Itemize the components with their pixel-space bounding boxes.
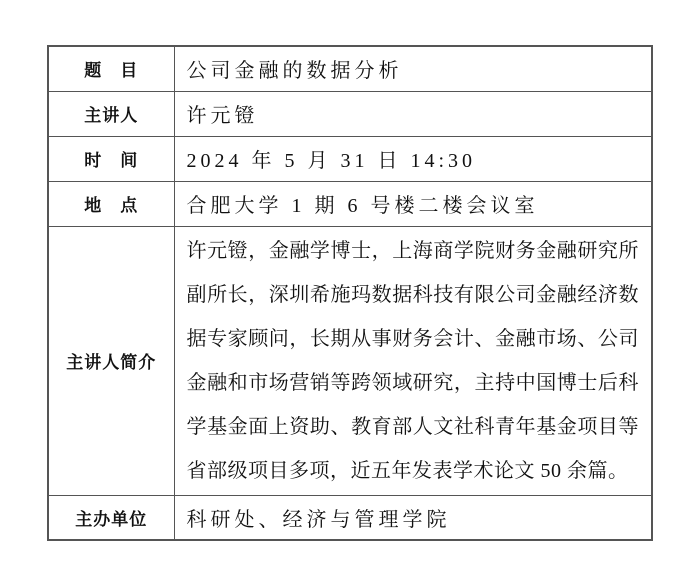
row-value-title: 公司金融的数据分析 bbox=[174, 46, 652, 91]
table-row-speaker bbox=[48, 91, 652, 136]
row-label-title: 题 目 bbox=[48, 46, 174, 91]
row-value-organizer: 科研处、经济与管理学院 bbox=[174, 495, 652, 540]
table-row-time bbox=[48, 136, 652, 181]
table-row-organizer bbox=[48, 495, 652, 540]
row-value-speaker: 许元镫 bbox=[174, 91, 652, 136]
row-value-speaker-bio: 许元镫，金融学博士，上海商学院财务金融研究所副所长，深圳希施玛数据科技有限公司金融经济数据专家顾问，长期从事财务会计、金融市场、公司金融和市场营销等跨领域研究，主持中国博士后科学基金面上资助、教育部人文社科青年基金项目等省部级项目多项，近五年发表学术论文 50 余篇。 bbox=[174, 226, 652, 495]
row-label-time: 时 间 bbox=[48, 136, 174, 181]
row-label-speaker-bio: 主讲人简介 bbox=[48, 226, 174, 495]
seminar-info-table bbox=[47, 45, 653, 541]
row-label-speaker: 主讲人 bbox=[48, 91, 174, 136]
table-row-speaker-bio bbox=[48, 226, 652, 495]
row-value-time: 2024 年 5 月 31 日 14:30 bbox=[174, 136, 652, 181]
row-label-organizer: 主办单位 bbox=[48, 495, 174, 540]
table-row-location bbox=[48, 181, 652, 226]
table-row-title bbox=[48, 46, 652, 91]
row-value-location: 合肥大学 1 期 6 号楼二楼会议室 bbox=[174, 181, 652, 226]
row-label-location: 地 点 bbox=[48, 181, 174, 226]
